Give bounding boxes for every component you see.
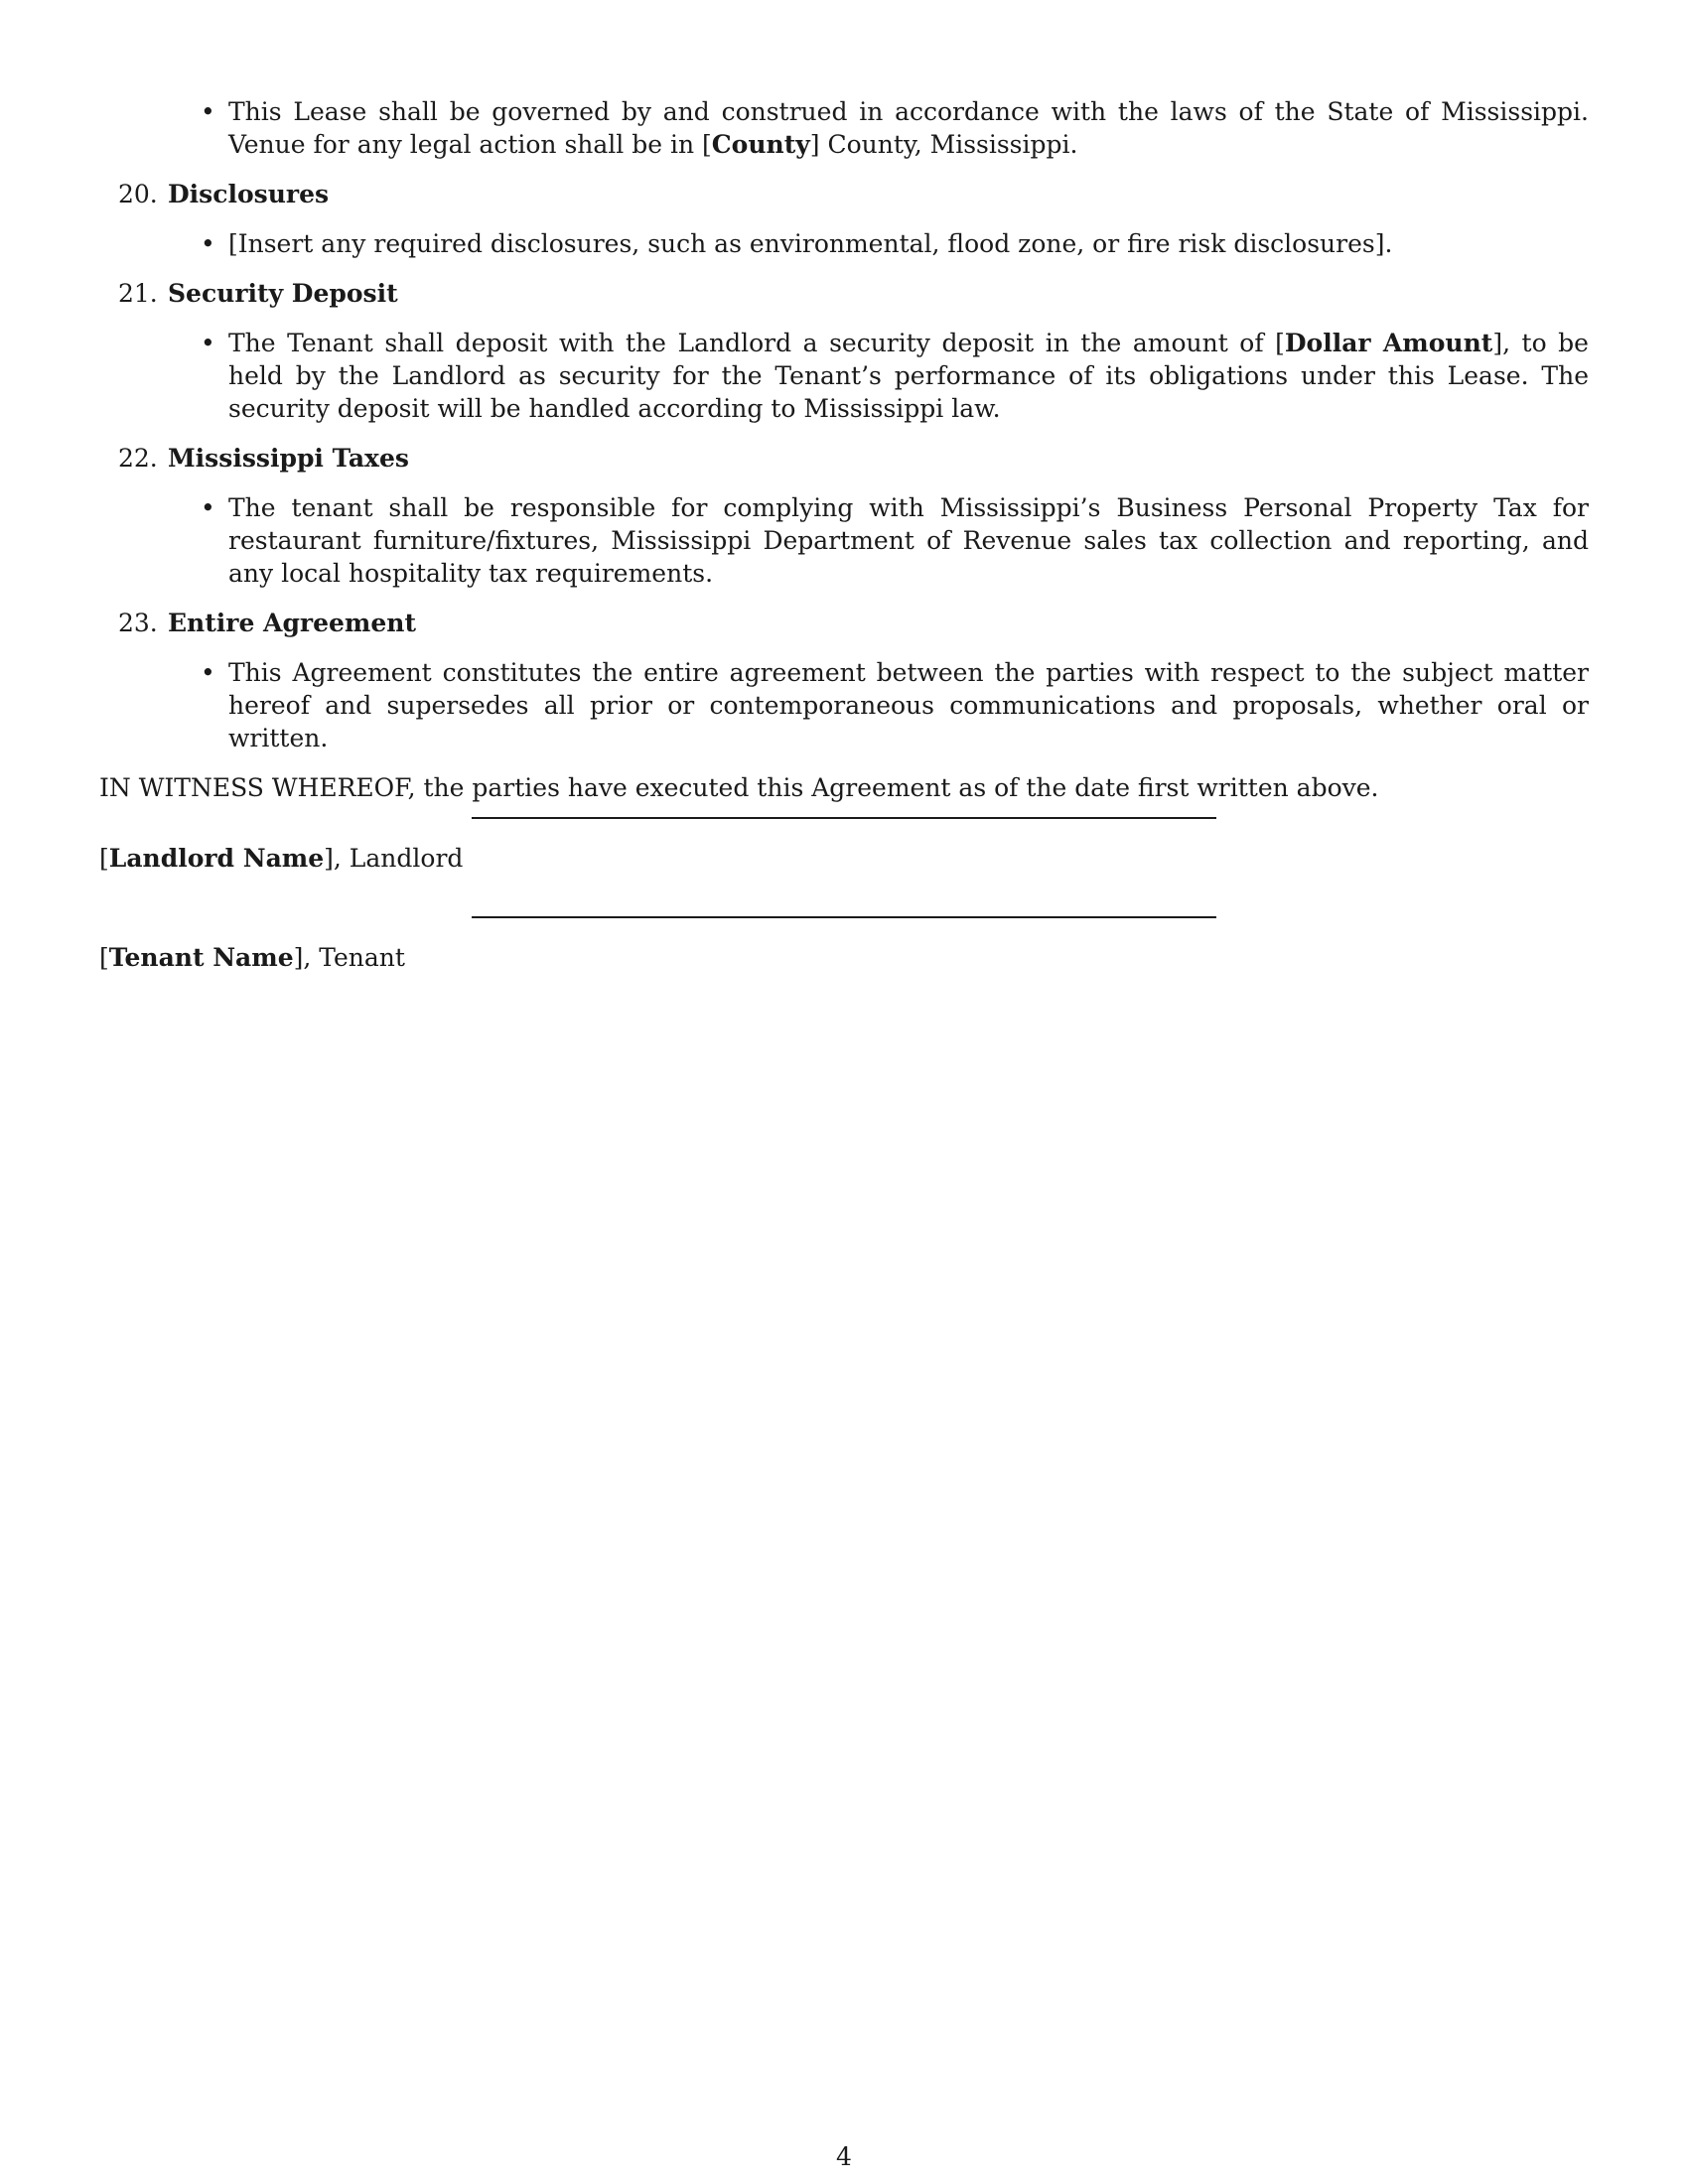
governing-law-text-end: ] County, Mississippi. bbox=[809, 130, 1078, 159]
section-21-bullet bbox=[228, 327, 1589, 425]
section-number: 22. bbox=[118, 444, 158, 473]
bullet-text-end: ], to be held by the Landlord as security for the Tenant’s performance of its obligations under this Lease. The security deposit will be handled according to Mississippi law. bbox=[228, 329, 1589, 423]
bracket: [ bbox=[99, 844, 109, 873]
section-22-bullet bbox=[228, 491, 1589, 590]
section-heading-20 bbox=[118, 178, 1589, 210]
bullet-text: The tenant shall be responsible for complying with Mississippi’s Business Personal Property Tax for restaurant furniture/fixtures, Mississippi Department of Revenue sales tax collection and reporting, and any local hospitality tax requirements. bbox=[228, 493, 1589, 588]
section-number: 21. bbox=[118, 279, 158, 308]
landlord-signature-line bbox=[472, 817, 1216, 819]
governing-law-text: This Lease shall be governed by and construed in accordance with the laws of the State of Mississippi. Venue for any legal action shall be in [ bbox=[228, 97, 1589, 159]
bullet-text: [Insert any required disclosures, such as environmental, flood zone, or fire risk disclosures]. bbox=[228, 229, 1393, 258]
section-20-bullet bbox=[228, 227, 1589, 260]
county-placeholder: County bbox=[711, 130, 810, 159]
section-23-bullet bbox=[228, 656, 1589, 754]
bullet-text: This Agreement constitutes the entire agreement between the parties with respect to the subject matter hereof and supersedes all prior or contemporaneous communications and proposals, whether oral or written. bbox=[228, 658, 1589, 752]
landlord-name-placeholder: Landlord Name bbox=[108, 844, 325, 873]
witness-statement: IN WITNESS WHEREOF, the parties have executed this Agreement as of the date first written above. bbox=[99, 773, 1379, 802]
section-title: Security Deposit bbox=[168, 279, 398, 308]
section-title: Mississippi Taxes bbox=[168, 444, 409, 473]
dollar-amount-placeholder: Dollar Amount bbox=[1284, 329, 1493, 357]
section-heading-21 bbox=[118, 277, 1589, 310]
section-title: Disclosures bbox=[168, 180, 330, 208]
landlord-role: ], Landlord bbox=[324, 844, 464, 873]
tenant-name-placeholder: Tenant Name bbox=[108, 943, 294, 972]
landlord-signature-label bbox=[99, 842, 463, 875]
tenant-signature-line bbox=[472, 916, 1216, 918]
bracket: [ bbox=[99, 943, 109, 972]
governing-law-bullet bbox=[228, 95, 1589, 161]
tenant-signature-label bbox=[99, 941, 405, 974]
tenant-role: ], Tenant bbox=[293, 943, 405, 972]
bullet-text: The Tenant shall deposit with the Landlord a security deposit in the amount of [ bbox=[228, 329, 1285, 357]
section-heading-23 bbox=[118, 607, 1589, 639]
section-title: Entire Agreement bbox=[168, 609, 416, 637]
section-heading-22 bbox=[118, 442, 1589, 475]
section-number: 20. bbox=[118, 180, 158, 208]
section-number: 23. bbox=[118, 609, 158, 637]
page-number: 4 bbox=[836, 2142, 852, 2171]
document-page bbox=[99, 95, 1589, 804]
